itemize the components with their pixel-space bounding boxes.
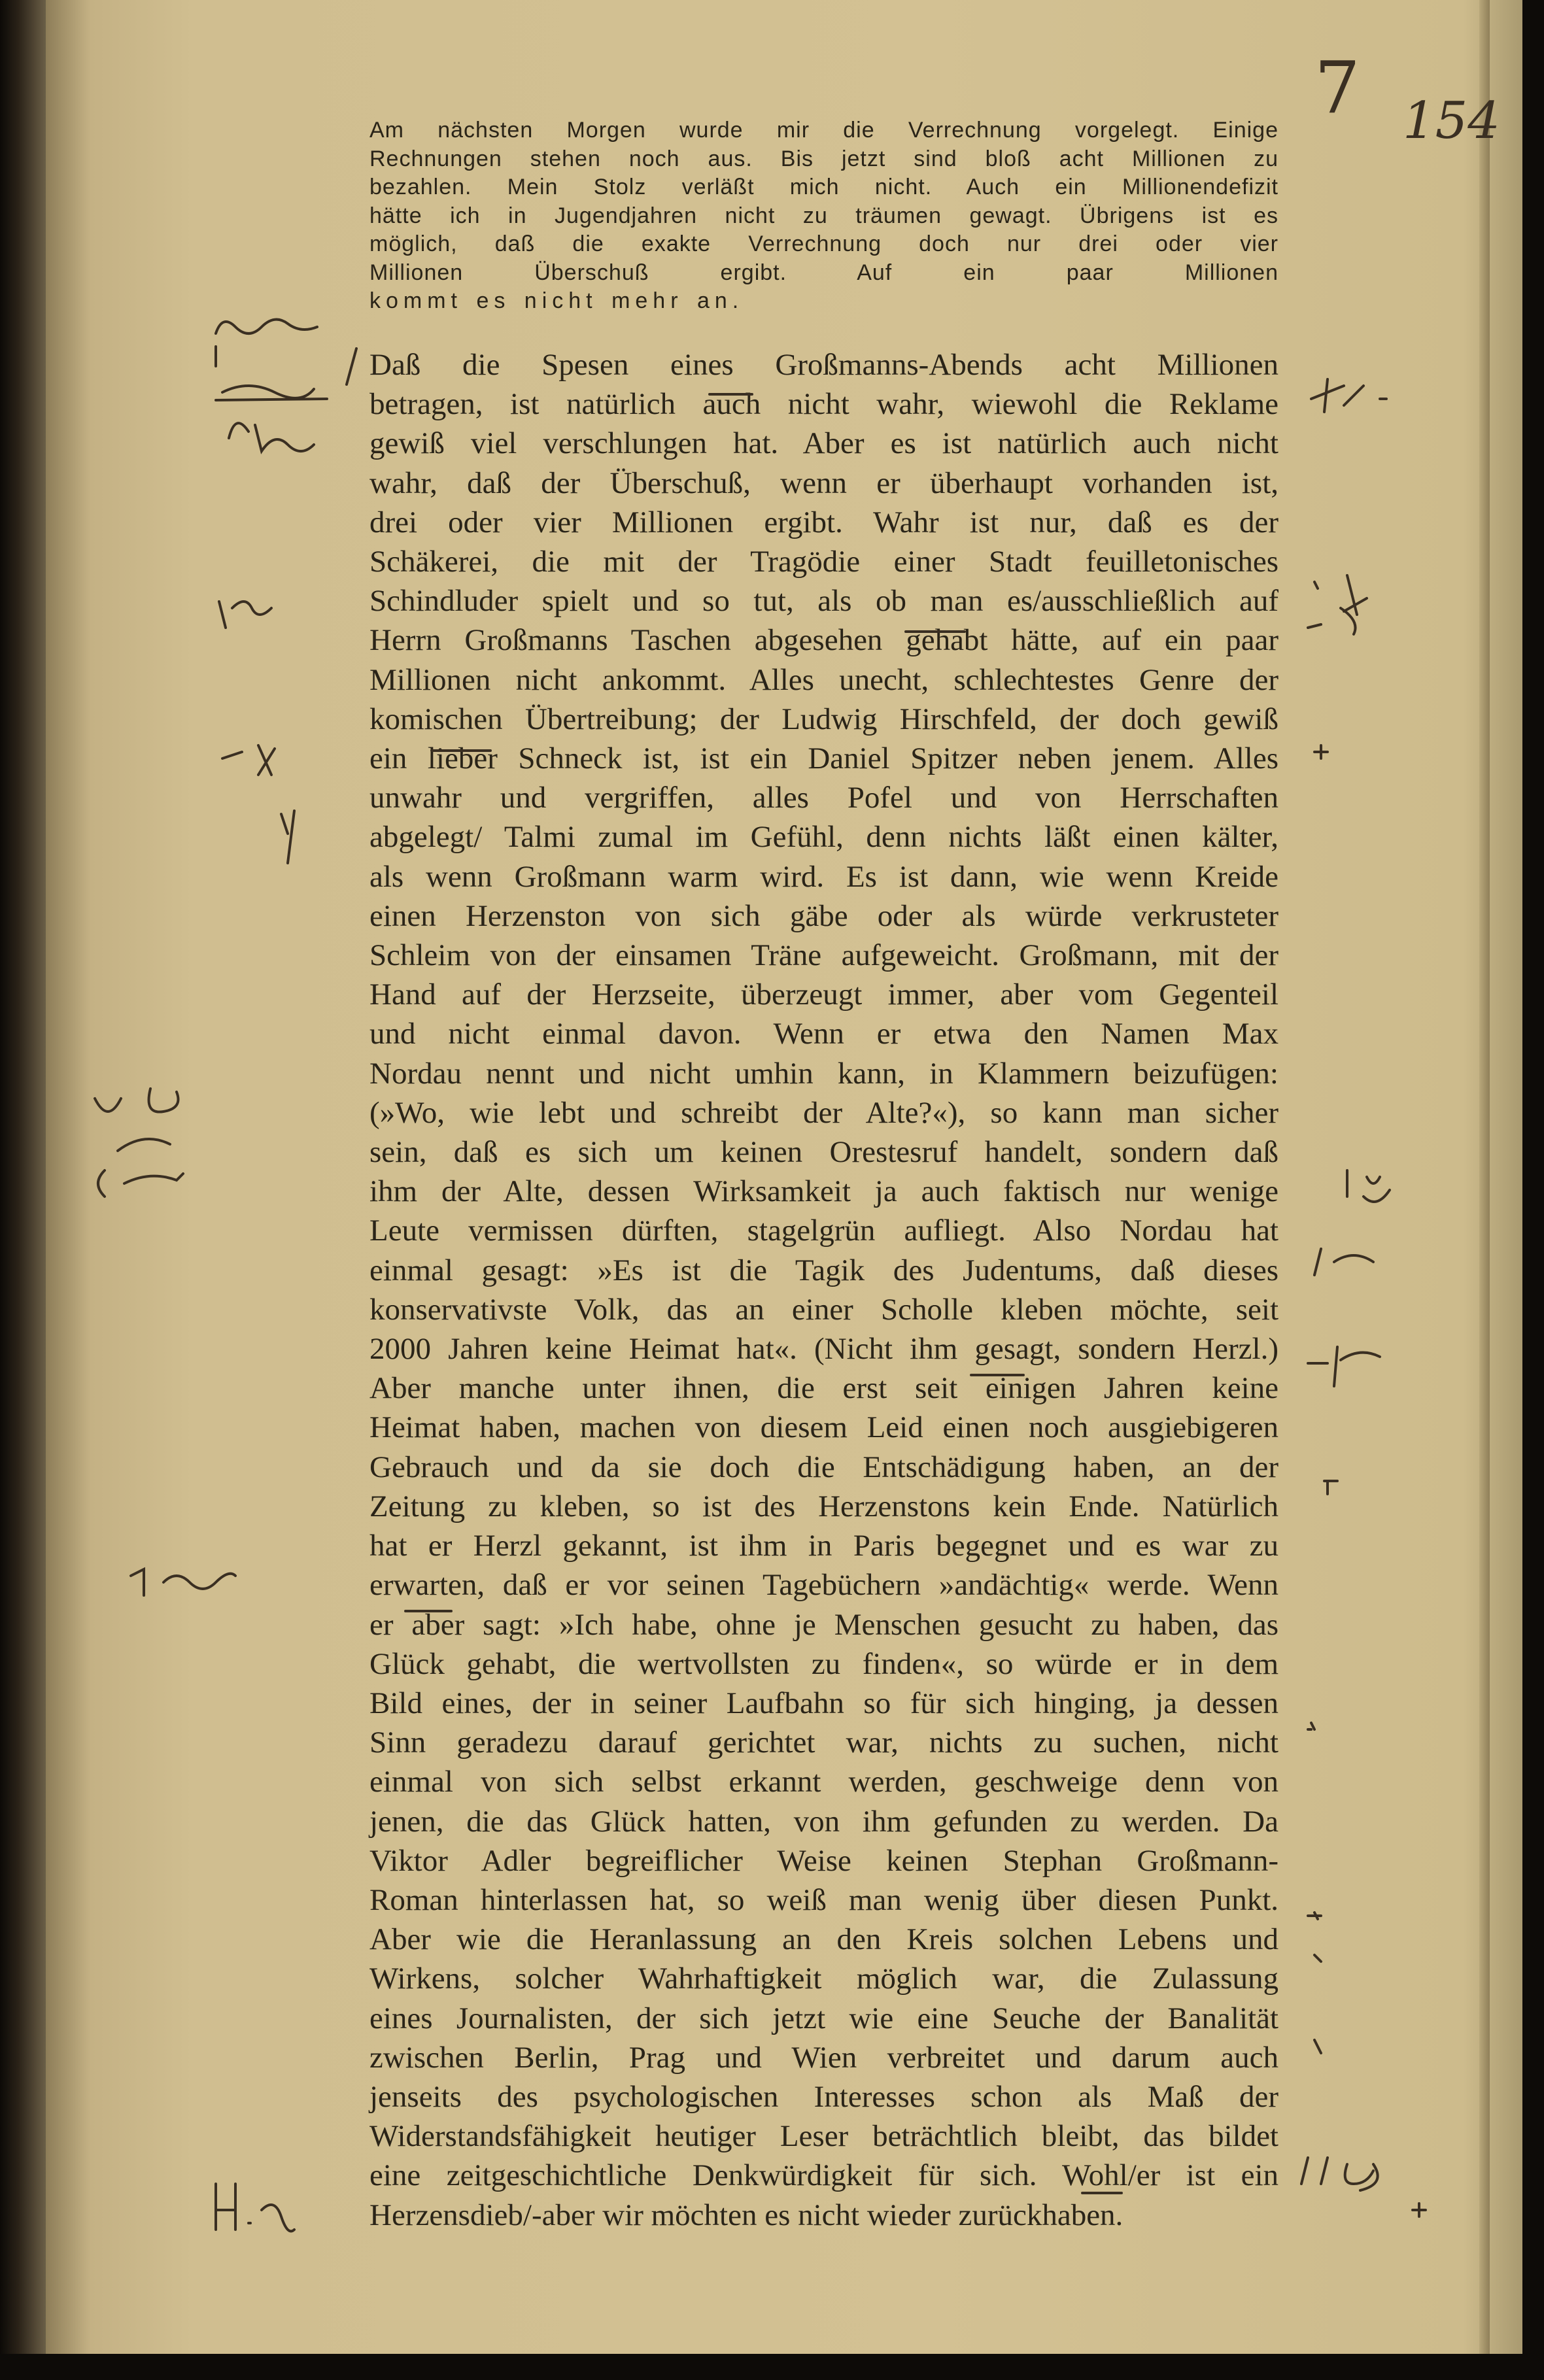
text-line: hätte ich in Jugendjahren nicht zu träumen gewagt. Übrigens ist es (369, 203, 1278, 228)
text-line: möglich, daß die exakte Verrechnung doch nur drei oder vier (369, 231, 1278, 256)
text-line: Glück gehabt, die wertvollsten zu finden«, so würde er in dem (369, 1646, 1278, 1681)
text-line: zwischen Berlin, Prag und Wien verbreitet und darum auch (369, 2040, 1278, 2075)
folio-number-left: 7 (1314, 46, 1360, 129)
text-line: Zeitung zu kleben, so ist des Herzenstons kein Ende. Natürlich (369, 1489, 1278, 1523)
text-line: Schleim von der einsamen Träne aufgeweicht. Großmann, mit der (369, 938, 1278, 973)
text-line: einmal von sich selbst erkannt werden, geschweige denn von (369, 1765, 1278, 1799)
text-line: jenseits des psychologischen Interesses schon als Maß der (369, 2079, 1278, 2114)
text-line: Roman hinterlassen hat, so weiß man wenig über diesen Punkt. (369, 1882, 1278, 1917)
text-line: ihm der Alte, dessen Wirksamkeit ja auch faktisch nur wenige (369, 1174, 1278, 1209)
text-line: Am nächsten Morgen wurde mir die Verrechnung vorgelegt. Einige (369, 118, 1278, 143)
text-line: eines Journalisten, der sich jetzt wie eine Seuche der Banalität (369, 2001, 1278, 2035)
text-line: (»Wo, wie lebt und schreibt der Alte?«), so kann man sicher (369, 1095, 1278, 1130)
text-line: betragen, ist natürlich auch nicht wahr, wiewohl die Reklame (369, 387, 1278, 422)
text-line: drei oder vier Millionen ergibt. Wahr ist nur, daß es der (369, 505, 1278, 539)
text-line: Viktor Adler begreiflicher Weise keinen Stephan Großmann- (369, 1843, 1278, 1878)
text-line: konservativste Volk, das an einer Scholle kleben möchte, seit (369, 1292, 1278, 1327)
text-line: abgelegt/ Talmi zumal im Gefühl, denn nichts läßt einen kälter, (369, 820, 1278, 855)
text-line: Millionen nicht ankommt. Alles unecht, schlechtestes Genre der (369, 662, 1278, 697)
text-line: Daß die Spesen eines Großmanns-Abends acht Millionen (369, 348, 1278, 382)
text-line: bezahlen. Mein Stolz verläßt mich nicht. Auch ein Millionendefizit (369, 175, 1278, 199)
text-line: Schäkerei, die mit der Tragödie einer Stadt feuilletonisches (369, 545, 1278, 579)
text-line: Heimat haben, machen von diesem Leid einen noch ausgiebigeren (369, 1410, 1278, 1445)
text-line: einmal gesagt: »Es ist die Tagik des Judentums, daß dieses (369, 1253, 1278, 1287)
text-line: einen Herzenston von sich gäbe oder als würde verkrusteter (369, 898, 1278, 933)
text-line: Rechnungen stehen noch aus. Bis jetzt sind bloß acht Millionen zu (369, 146, 1278, 171)
text-line: er aber sagt: »Ich habe, ohne je Menschen gesucht zu haben, das (369, 1607, 1278, 1642)
right-margin-scribbles (1301, 379, 1426, 2217)
text-line: Widerstandsfähigkeit heutiger Leser beträchtlich bleibt, das bildet (369, 2119, 1278, 2154)
text-line: 2000 Jahren keine Heimat hat«. (Nicht ihm gesagt, sondern Herzl.) (369, 1332, 1278, 1367)
text-line: Wirkens, solcher Wahrhaftigkeit möglich war, die Zulassung (369, 1962, 1278, 1996)
text-line: kommt es nicht mehr an. (369, 288, 744, 313)
text-line: Schindluder spielt und so tut, als ob man es/ausschließlich auf (369, 584, 1278, 619)
text-line: Aber manche unter ihnen, die erst seit einigen Jahren keine (369, 1371, 1278, 1406)
text-line: Herrn Großmanns Taschen abgesehen gehabt hätte, auf ein paar (369, 623, 1278, 658)
in-text-marks (347, 348, 1122, 2193)
text-line: erwarten, daß er vor seinen Tagebüchern »andächtig« werde. Wenn (369, 1568, 1278, 1603)
text-line: hat er Herzl gekannt, ist ihm in Paris begegnet und es war zu (369, 1529, 1278, 1563)
text-line: Sinn geradezu darauf gerichtet war, nichts zu suchen, nicht (369, 1726, 1278, 1760)
text-line: ein lieber Schneck ist, ist ein Daniel Spitzer neben jenem. Alles (369, 741, 1278, 776)
text-line: Herzensdieb/-aber wir möchten es nicht wieder zurückhaben. (369, 2198, 1124, 2232)
left-margin-scribbles (95, 320, 327, 2232)
text-line: Millionen Überschuß ergibt. Auf ein paar Millionen (369, 260, 1278, 285)
text-line: Leute vermissen dürften, stagelgrün aufliegt. Also Nordau hat (369, 1214, 1278, 1248)
text-line: komischen Übertreibung; der Ludwig Hirschfeld, der doch gewiß (369, 702, 1278, 736)
text-line: Gebrauch und da sie doch die Entschädigung haben, an der (369, 1450, 1278, 1484)
text-line: Hand auf der Herzseite, überzeugt immer, aber vom Gegenteil (369, 978, 1278, 1012)
text-line: und nicht einmal davon. Wenn er etwa den Namen Max (369, 1017, 1278, 1051)
text-line: Nordau nennt und nicht umhin kann, in Klammern beizufügen: (369, 1056, 1278, 1091)
text-line: gewiß viel verschlungen hat. Aber es ist natürlich auch nicht (369, 426, 1278, 461)
text-line: als wenn Großmann warm wird. Es ist dann, wie wenn Kreide (369, 859, 1278, 894)
text-line: jenen, die das Glück hatten, von ihm gefunden zu werden. Da (369, 1804, 1278, 1839)
folio-number-right: 154 (1403, 92, 1500, 150)
text-line: unwahr und vergriffen, alles Pofel und von Herrschaften (369, 781, 1278, 815)
text-line: wahr, daß der Überschuß, wenn er überhaupt vorhanden ist, (369, 466, 1278, 500)
text-line: sein, daß es sich um keinen Orestesruf handelt, sondern daß (369, 1135, 1278, 1170)
text-line: Aber wie die Heranlassung an den Kreis solchen Lebens und (369, 1922, 1278, 1957)
text-line: Bild eines, der in seiner Laufbahn so für sich hinging, ja dessen (369, 1686, 1278, 1720)
text-line: eine zeitgeschichtliche Denkwürdigkeit für sich. Wohl/er ist ein (369, 2158, 1278, 2193)
